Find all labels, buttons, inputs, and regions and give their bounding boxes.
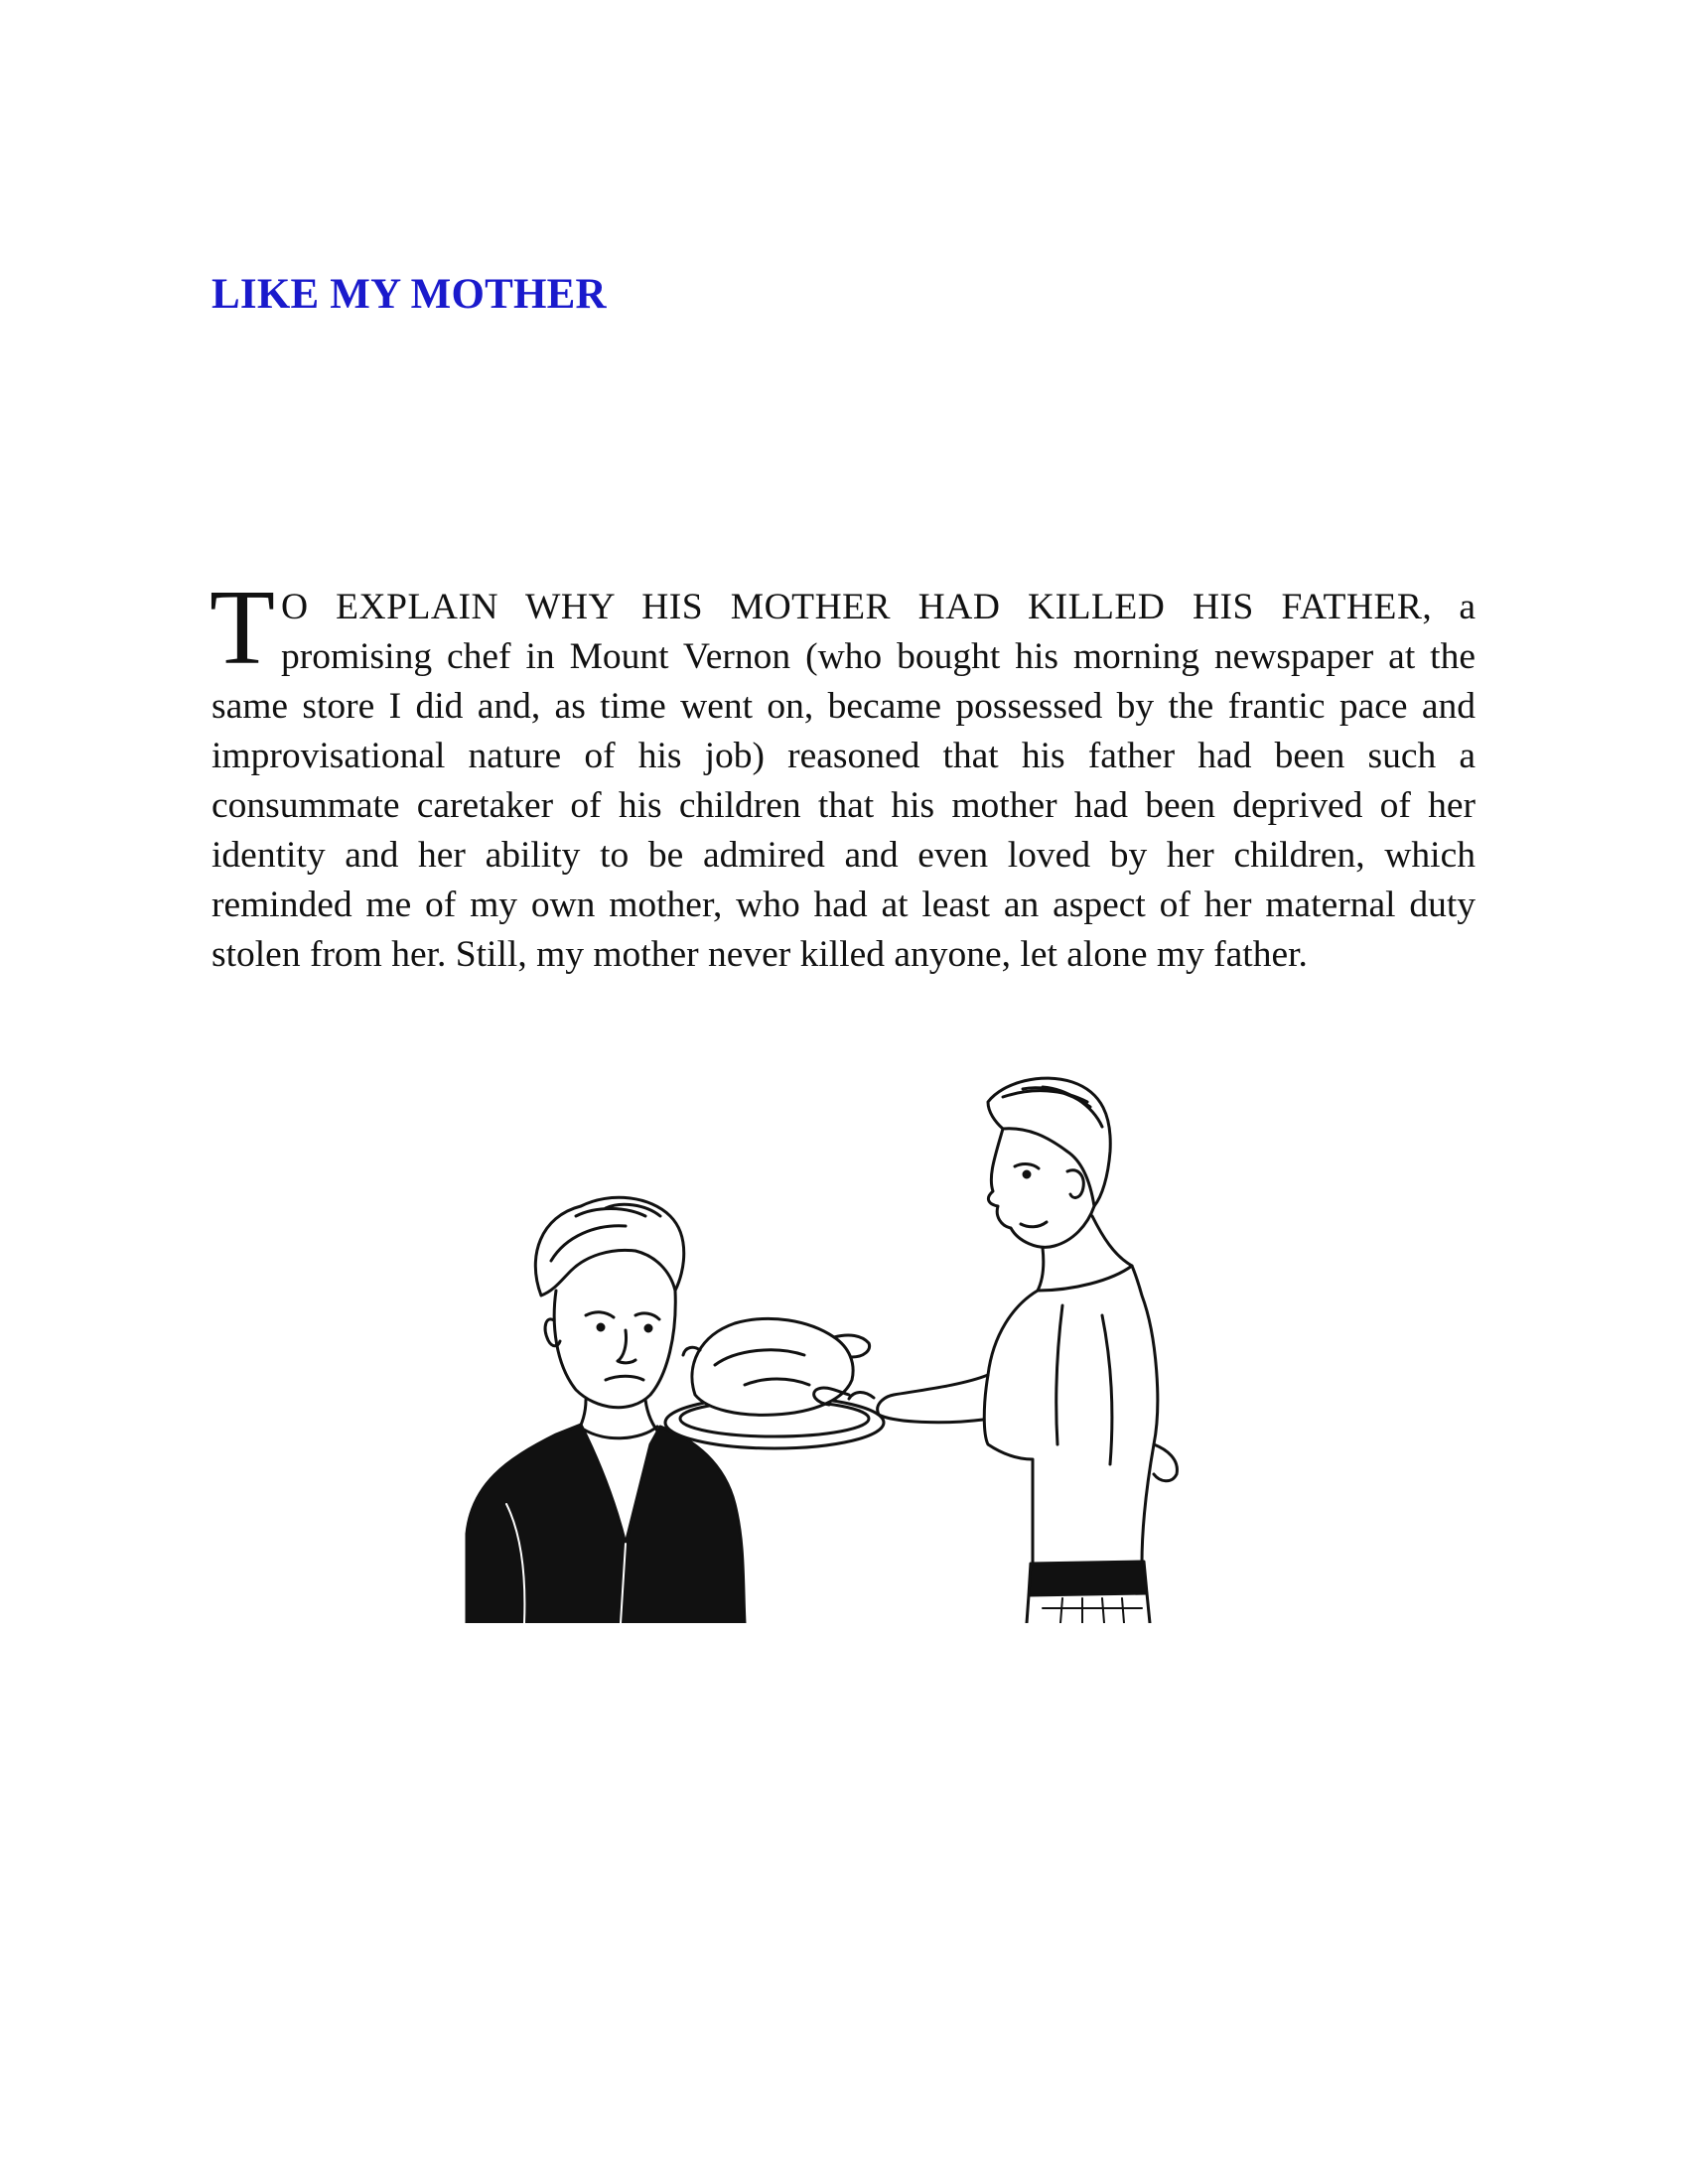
chapter-title: LIKE MY MOTHER	[211, 271, 607, 318]
paragraph-body: a promising chef in Mount Vernon (who bought his morning newspaper at the same store I did and, as time went on, became possessed by the frantic pace and improvisational nature of his job) reasoned that his father had been such a consummate caretaker of his children that his mother had been deprived of her identity and her ability to be admired and even loved by her children, which reminded me of my own mother, who had at least an aspect of her maternal duty stolen from her. Still, my mother never killed anyone, let alone my father.	[211, 587, 1476, 975]
chef-waistband	[1029, 1562, 1147, 1595]
chef-shirt	[984, 1266, 1158, 1568]
opening-paragraph	[210, 569, 1476, 980]
roast-chicken	[692, 1318, 853, 1415]
woman-face	[554, 1291, 675, 1408]
woman-sweater	[467, 1425, 745, 1623]
drop-cap: T	[210, 569, 275, 687]
woman-hair	[535, 1197, 683, 1296]
paragraph-lead-in: O EXPLAIN WHY HIS MOTHER HAD KILLED HIS FATHER,	[280, 587, 1433, 627]
chef-serving-chicken-illustration	[447, 1067, 1241, 1623]
